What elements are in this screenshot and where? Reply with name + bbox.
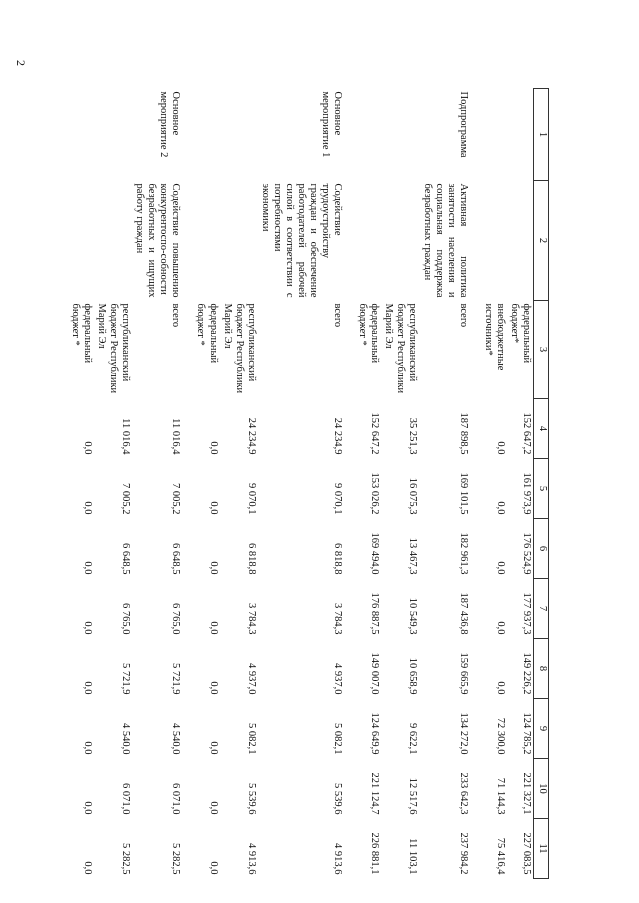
column-header: 8 xyxy=(534,639,549,699)
row-value-cell: 176 524,9 xyxy=(521,532,532,575)
row-value-cell: 6 818,8 xyxy=(332,543,344,575)
row-value-cell: 221 124,7 xyxy=(369,772,381,815)
row-name-cell: Содействие повышению конкурентоспо-собности безработных и ищущих работу граждан xyxy=(134,183,182,298)
row-value-cell: 0,0 xyxy=(82,561,93,575)
row-name-cell xyxy=(94,181,132,301)
row-value-cell: 0,0 xyxy=(207,801,219,815)
row-value-cell: 3 784,3 xyxy=(245,603,257,635)
row-value-cell: 11 016,4 xyxy=(170,418,182,455)
row-value-cell: 152 647,2 xyxy=(369,412,381,455)
row-value-cell: 16 075,3 xyxy=(407,477,419,515)
table-row xyxy=(220,89,258,879)
row-value-cell: 0,0 xyxy=(82,501,93,515)
row-value-cell: 6 765,0 xyxy=(120,603,132,635)
row-value-cell: 153 026,2 xyxy=(369,472,381,515)
row-value-cell: 3 784,3 xyxy=(332,603,344,635)
row-value-cell: 5 282,5 xyxy=(120,843,132,875)
row-name-cell: Активная политика занятости населения и социальная поддержка безработных граждан xyxy=(421,183,469,298)
row-program-cell: Основное мероприятие 2 xyxy=(158,91,182,158)
column-header: 7 xyxy=(534,579,549,639)
row-value-cell: 4 540,0 xyxy=(120,723,132,755)
row-source-cell: всего xyxy=(170,303,182,328)
row-value-cell: 0,0 xyxy=(494,561,506,575)
row-value-cell: 0,0 xyxy=(207,501,219,515)
row-value-cell: 35 251,3 xyxy=(407,417,419,455)
row-value-cell: 5 539,6 xyxy=(332,783,344,815)
row-program-cell xyxy=(481,89,507,181)
budget-table xyxy=(68,88,549,879)
table-row xyxy=(481,89,507,879)
rotated-page xyxy=(69,88,549,878)
row-value-cell: 0,0 xyxy=(494,621,506,635)
column-header: 6 xyxy=(534,519,549,579)
row-value-cell: 24 234,9 xyxy=(245,417,257,455)
row-value-cell: 159 665,9 xyxy=(457,652,469,695)
row-value-cell: 149 007,0 xyxy=(369,652,381,695)
row-value-cell: 11 103,1 xyxy=(407,838,419,875)
row-value-cell: 11 016,4 xyxy=(120,418,132,455)
row-value-cell: 187 436,8 xyxy=(457,592,469,635)
row-value-cell: 161 973,9 xyxy=(521,472,532,515)
row-source-cell: федеральный бюджет* xyxy=(508,303,532,364)
row-value-cell: 124 649,9 xyxy=(369,712,381,755)
row-program-cell xyxy=(381,89,419,181)
row-value-cell: 4 937,0 xyxy=(245,663,257,695)
column-header: 4 xyxy=(534,399,549,459)
row-value-cell: 10 658,9 xyxy=(407,657,419,695)
row-value-cell: 75 416,4 xyxy=(494,837,506,875)
row-value-cell: 0,0 xyxy=(82,861,93,875)
table-row xyxy=(193,89,219,879)
row-value-cell: 0,0 xyxy=(82,741,93,755)
row-value-cell: 0,0 xyxy=(494,681,506,695)
row-source-cell: федеральный бюджет * xyxy=(69,303,93,364)
row-program-cell xyxy=(68,89,94,181)
row-value-cell: 6 765,0 xyxy=(170,603,182,635)
row-value-cell: 0,0 xyxy=(82,801,93,815)
page-number: 2 xyxy=(14,60,28,66)
row-name-cell xyxy=(481,181,507,301)
column-header: 1 xyxy=(534,89,549,181)
row-value-cell: 0,0 xyxy=(82,681,93,695)
row-value-cell: 5 721,9 xyxy=(120,663,132,695)
row-name-cell xyxy=(220,181,258,301)
row-value-cell: 4 937,0 xyxy=(332,663,344,695)
row-source-cell: внебюджетные источники* xyxy=(482,303,506,371)
table-row xyxy=(68,89,94,879)
row-value-cell: 7 005,2 xyxy=(120,483,132,515)
row-program-cell xyxy=(94,89,132,181)
row-source-cell: всего xyxy=(332,303,344,328)
row-value-cell: 169 494,0 xyxy=(369,532,381,575)
table-row xyxy=(355,89,381,879)
row-value-cell: 6 648,5 xyxy=(120,543,132,575)
row-value-cell: 0,0 xyxy=(207,621,219,635)
row-value-cell: 187 898,5 xyxy=(457,412,469,455)
table-body xyxy=(68,89,534,879)
row-value-cell: 6 818,8 xyxy=(245,543,257,575)
row-value-cell: 149 226,2 xyxy=(521,652,532,695)
row-value-cell: 0,0 xyxy=(494,501,506,515)
row-value-cell: 4 540,0 xyxy=(170,723,182,755)
row-value-cell: 72 300,0 xyxy=(494,717,506,755)
row-value-cell: 5 539,6 xyxy=(245,783,257,815)
row-value-cell: 24 234,9 xyxy=(332,417,344,455)
row-value-cell: 134 272,0 xyxy=(457,712,469,755)
row-value-cell: 124 785,2 xyxy=(521,712,532,755)
row-value-cell: 177 937,3 xyxy=(521,592,532,635)
row-source-cell: всего xyxy=(457,303,469,328)
row-name-cell xyxy=(355,181,381,301)
table-row xyxy=(132,89,193,879)
row-value-cell: 4 913,6 xyxy=(332,843,344,875)
row-value-cell: 182 961,3 xyxy=(457,532,469,575)
row-value-cell: 5 082,1 xyxy=(245,723,257,755)
row-value-cell: 0,0 xyxy=(82,441,93,455)
row-program-cell xyxy=(220,89,258,181)
row-value-cell: 12 517,6 xyxy=(407,777,419,815)
column-header: 10 xyxy=(534,759,549,819)
row-value-cell: 6 071,0 xyxy=(120,783,132,815)
column-header: 5 xyxy=(534,459,549,519)
table-row xyxy=(258,89,355,879)
row-value-cell: 10 549,3 xyxy=(407,597,419,635)
table-row xyxy=(381,89,419,879)
row-source-cell: республиканский бюджет Республики Марий Эл xyxy=(221,303,257,394)
row-value-cell: 233 642,3 xyxy=(457,772,469,815)
row-program-cell: Основное мероприятие 1 xyxy=(320,91,344,158)
row-value-cell: 221 327,1 xyxy=(521,772,532,815)
row-program-cell xyxy=(193,89,219,181)
row-value-cell: 9 070,1 xyxy=(332,483,344,515)
row-value-cell: 0,0 xyxy=(82,621,93,635)
row-value-cell: 6 071,0 xyxy=(170,783,182,815)
row-value-cell: 4 913,6 xyxy=(245,843,257,875)
row-name-cell xyxy=(381,181,419,301)
row-value-cell: 226 881,1 xyxy=(369,832,381,875)
row-program-cell: Подпрограмма xyxy=(457,91,469,158)
column-header: 9 xyxy=(534,699,549,759)
row-value-cell: 0,0 xyxy=(207,441,219,455)
row-name-cell xyxy=(507,181,534,301)
row-value-cell: 0,0 xyxy=(207,681,219,695)
column-header: 11 xyxy=(534,819,549,879)
row-value-cell: 0,0 xyxy=(207,561,219,575)
row-source-cell: федеральный бюджет * xyxy=(357,303,381,364)
row-value-cell: 6 648,5 xyxy=(170,543,182,575)
row-program-cell xyxy=(355,89,381,181)
table-row xyxy=(420,89,481,879)
column-header: 2 xyxy=(534,181,549,301)
row-value-cell: 9 070,1 xyxy=(245,483,257,515)
table-row xyxy=(94,89,132,879)
row-value-cell: 227 083,5 xyxy=(521,832,532,875)
row-value-cell: 7 005,2 xyxy=(170,483,182,515)
row-source-cell: республиканский бюджет Республики Марий Эл xyxy=(383,303,419,394)
table-row xyxy=(507,89,534,879)
row-value-cell: 0,0 xyxy=(207,741,219,755)
row-value-cell: 237 984,2 xyxy=(457,832,469,875)
row-name-cell xyxy=(68,181,94,301)
row-name-cell: Содействие трудоустройству граждан и обеспечение работодателей рабочей силой в соответствии с потребностями экономики xyxy=(259,183,344,298)
row-value-cell: 5 282,5 xyxy=(170,843,182,875)
column-header: 3 xyxy=(534,301,549,399)
row-value-cell: 152 647,2 xyxy=(521,412,532,455)
row-name-cell xyxy=(193,181,219,301)
row-value-cell: 5 082,1 xyxy=(332,723,344,755)
row-source-cell: федеральный бюджет * xyxy=(195,303,219,364)
row-value-cell: 71 144,3 xyxy=(494,777,506,815)
row-value-cell: 13 467,3 xyxy=(407,537,419,575)
header-row xyxy=(534,89,549,879)
row-source-cell: республиканский бюджет Республики Марий Эл xyxy=(96,303,132,394)
row-value-cell: 169 101,5 xyxy=(457,472,469,515)
row-value-cell: 176 887,5 xyxy=(369,592,381,635)
row-program-cell xyxy=(507,89,534,181)
row-value-cell: 5 721,9 xyxy=(170,663,182,695)
row-value-cell: 9 622,1 xyxy=(407,723,419,755)
row-value-cell: 0,0 xyxy=(494,441,506,455)
row-value-cell: 0,0 xyxy=(207,861,219,875)
